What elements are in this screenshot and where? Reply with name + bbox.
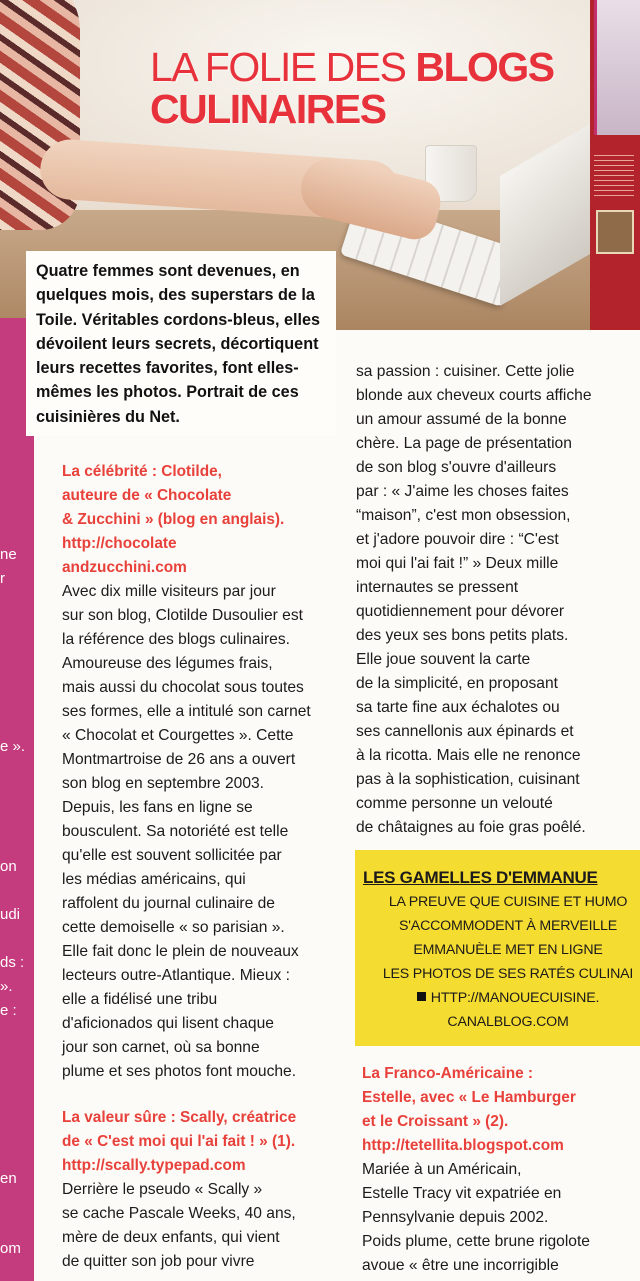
- body-line: Poids plume, cette brune rigolote: [362, 1233, 590, 1250]
- body-line: chère. La page de présentation: [356, 435, 572, 452]
- sidebar-box-line: LA PREUVE QUE CUISINE ET HUMO: [388, 894, 628, 910]
- section2-continued: [356, 360, 640, 840]
- intro-line: mêmes les photos. Portrait de ces: [36, 383, 299, 402]
- column-1: [62, 460, 352, 1274]
- body-line: à la ricotta. Mais elle ne renonce: [356, 747, 581, 764]
- body-line: lecteurs outre-Atlantique. Mieux :: [62, 967, 290, 984]
- strip-fragment: ne: [0, 546, 17, 563]
- body-line: par : « J'aime les choses faites: [356, 483, 569, 500]
- sidebar-box-line: LES PHOTOS DE SES RATÉS CULINAI: [382, 966, 634, 982]
- strip-fragment: e :: [0, 1002, 17, 1019]
- body-line: de son blog s'ouvre d'ailleurs: [356, 459, 557, 476]
- intro-text: [36, 259, 336, 429]
- blog-link[interactable]: andzucchini.com: [62, 559, 187, 576]
- adjacent-page-text: [594, 155, 634, 200]
- body-line: les médias américains, qui: [62, 871, 246, 888]
- body-line: raffolent du journal culinaire de: [62, 895, 275, 912]
- lead-line: et le Croissant » (2).: [362, 1113, 509, 1130]
- body-line: elle a fidélisé une tribu: [62, 991, 218, 1008]
- body-line: moi qui l'ai fait !” » Deux mille: [356, 555, 559, 572]
- body-line: un amour assumé de la bonne: [356, 411, 567, 428]
- headline-bold: BLOGS: [415, 44, 554, 90]
- section2-lead: [62, 1106, 352, 1178]
- lead-line: La célébrité : Clotilde,: [62, 463, 222, 480]
- body-line: se cache Pascale Weeks, 40 ans,: [62, 1205, 296, 1222]
- body-line: jour son carnet, où sa bonne: [62, 1039, 260, 1056]
- sidebar-box-title: LES GAMELLES D'EMMANUE: [363, 868, 598, 887]
- section1-lead: [62, 460, 352, 580]
- body-line: Elle fait donc le plein de nouveaux: [62, 943, 299, 960]
- sidebar-box-line: EMMANUÈLE MET EN LIGNE: [413, 942, 603, 958]
- left-page-strip: [0, 318, 34, 1281]
- body-line: bousculent. Sa notoriété est telle: [62, 823, 289, 840]
- body-line: de quitter son job pour vivre: [62, 1253, 255, 1270]
- strip-fragment: ».: [0, 978, 13, 995]
- strip-fragment: en: [0, 1170, 17, 1187]
- body-line: “maison”, c'est mon obsession,: [356, 507, 571, 524]
- column-2: [356, 360, 640, 840]
- body-line: Depuis, les fans en ligne se: [62, 799, 253, 816]
- column-3: [362, 1062, 640, 1278]
- body-line: et j'adore pouvoir dire : “C'est: [356, 531, 559, 548]
- body-line: blonde aux cheveux courts affiche: [356, 387, 592, 404]
- body-line: cette demoiselle « so parisian ».: [62, 919, 285, 936]
- strip-fragment: ds :: [0, 954, 25, 971]
- lead-line: La valeur sûre : Scally, créatrice: [62, 1109, 297, 1126]
- square-bullet-icon: [417, 992, 426, 1001]
- sidebar-box-url[interactable]: CANALBLOG.COM: [447, 1014, 569, 1030]
- body-line: comme personne un velouté: [356, 795, 553, 812]
- body-line: pas à la sophistication, cuisinant: [356, 771, 580, 788]
- body-line: Elle joue souvent la carte: [356, 651, 531, 668]
- intro-line: cuisinières du Net.: [36, 407, 180, 426]
- body-line: Pennsylvanie depuis 2002.: [362, 1209, 549, 1226]
- body-line: sur son blog, Clotilde Dusoulier est: [62, 607, 303, 624]
- lead-line: auteure de « Chocolate: [62, 487, 232, 504]
- body-line: de châtaignes au foie gras poêlé.: [356, 819, 586, 836]
- body-line: internautes se pressent: [356, 579, 519, 596]
- sidebar-box: [355, 850, 640, 1046]
- intro-line: dévoilent leurs secrets, décortiquent: [36, 334, 319, 353]
- body-line: avoue « être une incorrigible: [362, 1257, 559, 1274]
- body-line: plume et ses photos font mouche.: [62, 1063, 297, 1080]
- lead-line: de « C'est moi qui l'ai fait ! » (1).: [62, 1133, 296, 1150]
- body-line: ses cannellonis aux épinards et: [356, 723, 574, 740]
- body-line: d'aficionados qui lisent chaque: [62, 1015, 274, 1032]
- strip-fragment: om: [0, 1240, 21, 1257]
- headline-regular: LA FOLIE DES: [150, 44, 416, 90]
- body-line: ses formes, elle a intitulé son carnet: [62, 703, 311, 720]
- body-line: qu'elle est souvent sollicitée par: [62, 847, 282, 864]
- article-headline: [150, 46, 554, 130]
- body-line: « Chocolat et Courgettes ». Cette: [62, 727, 294, 744]
- blog-link[interactable]: http://chocolate: [62, 535, 177, 552]
- body-line: sa tarte fine aux échalotes ou: [356, 699, 560, 716]
- section3-lead: [362, 1062, 640, 1158]
- body-line: Estelle Tracy vit expatriée en: [362, 1185, 562, 1202]
- body-line: la référence des blogs culinaires.: [62, 631, 290, 648]
- lead-line: La Franco-Américaine :: [362, 1065, 534, 1082]
- strip-fragment: on: [0, 858, 17, 875]
- section2-body: [62, 1178, 352, 1274]
- body-line: Montmartroise de 26 ans a ouvert: [62, 751, 296, 768]
- lead-line: Estelle, avec « Le Hamburger: [362, 1089, 576, 1106]
- body-line: quotidiennement pour dévorer: [356, 603, 565, 620]
- lead-line: & Zucchini » (blog en anglais).: [62, 511, 285, 528]
- body-line: Derrière le pseudo « Scally »: [62, 1181, 263, 1198]
- intro-line: quelques mois, des superstars de la: [36, 286, 315, 305]
- sidebar-box-url-line[interactable]: [363, 986, 640, 1010]
- adjacent-page-image: [594, 0, 640, 135]
- body-line: sa passion : cuisiner. Cette jolie: [356, 363, 575, 380]
- sidebar-box-url[interactable]: HTTP://MANOUECUISINE.: [430, 990, 600, 1006]
- intro-line: leurs recettes favorites, font elles-: [36, 359, 299, 378]
- section1-body: [62, 580, 352, 1084]
- adjacent-page-edge: [590, 0, 640, 330]
- body-line: des yeux ses bons petits plats.: [356, 627, 569, 644]
- intro-line: Quatre femmes sont devenues, en: [36, 262, 300, 280]
- intro-box: [26, 251, 336, 436]
- blog-link[interactable]: http://scally.typepad.com: [62, 1157, 246, 1174]
- body-line: Mariée à un Américain,: [362, 1161, 522, 1178]
- body-line: mais aussi du chocolat sous toutes: [62, 679, 304, 696]
- blog-link[interactable]: http://tetellita.blogspot.com: [362, 1137, 564, 1154]
- sidebar-box-content: [363, 866, 640, 1034]
- strip-fragment: udi: [0, 906, 21, 923]
- body-line: son blog en septembre 2003.: [62, 775, 264, 792]
- body-line: Amoureuse des légumes frais,: [62, 655, 273, 672]
- sidebar-box-line: S'ACCOMMODENT À MERVEILLE: [399, 918, 617, 934]
- strip-fragment: e ».: [0, 738, 26, 755]
- body-line: mère de deux enfants, qui vient: [62, 1229, 280, 1246]
- body-line: de la simplicité, en proposant: [356, 675, 558, 692]
- intro-line: Toile. Véritables cordons-bleus, elles: [36, 310, 320, 329]
- adjacent-page-thumbnail: [596, 210, 634, 254]
- strip-fragment: r: [0, 570, 5, 587]
- body-line: Avec dix mille visiteurs par jour: [62, 583, 276, 600]
- section3-body: [362, 1158, 640, 1278]
- headline-line2: CULINAIRES: [150, 86, 386, 132]
